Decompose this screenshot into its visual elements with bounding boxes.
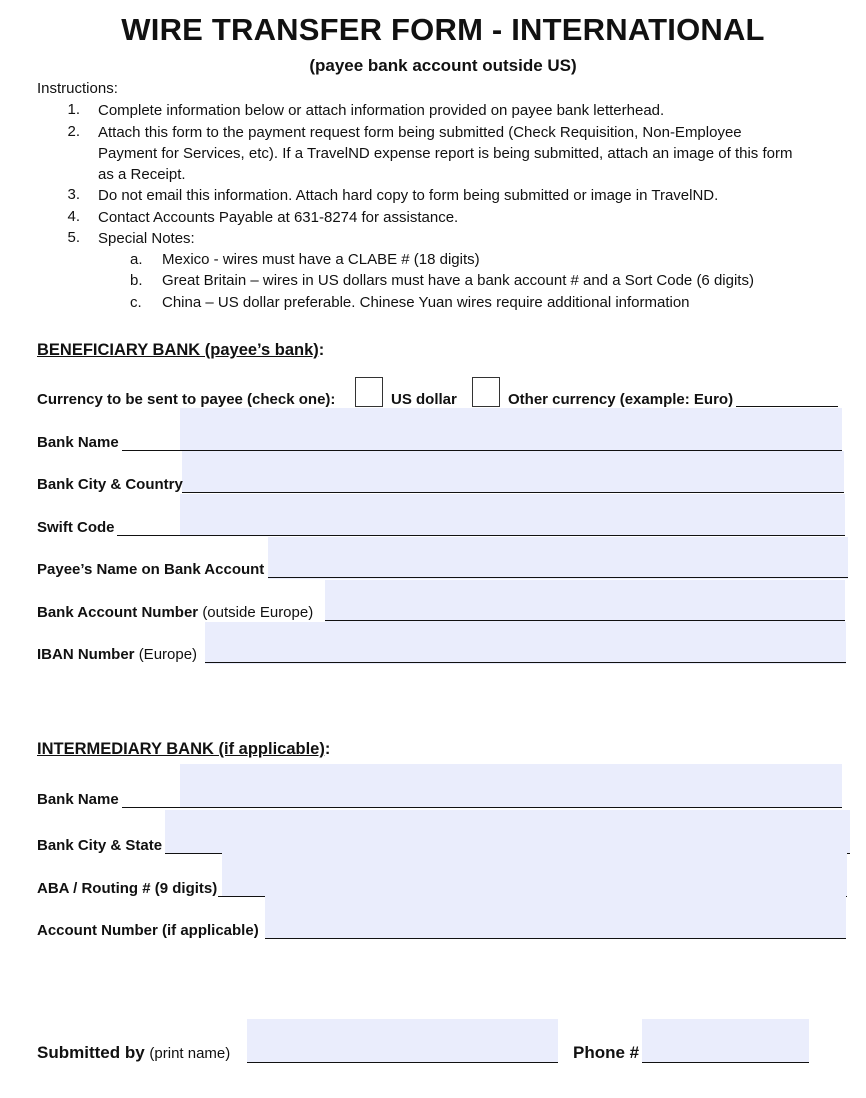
instruction-number: 4. (67, 208, 80, 225)
note-letter: c. (130, 294, 142, 311)
instruction-text: Payment for Services, etc). If a TravelND expense report is being submitted, attach an image of this form (98, 145, 793, 162)
instruction-text: as a Receipt. (98, 166, 186, 183)
other-currency-label: Other currency (example: Euro) (508, 391, 734, 408)
instruction-text: Special Notes: (98, 230, 195, 247)
form-title: WIRE TRANSFER FORM - INTERNATIONAL (121, 12, 765, 47)
bank-city-country-label: Bank City & Country (37, 476, 183, 493)
intermediary-bank-name-line (122, 807, 842, 808)
iban-line (205, 662, 846, 663)
phone-input[interactable] (642, 1019, 809, 1062)
instruction-number: 1. (67, 101, 80, 118)
note-text: Mexico - wires must have a CLABE # (18 digits) (162, 251, 480, 268)
payee-name-label: Payee’s Name on Bank Account (37, 561, 265, 578)
account-number-line (325, 620, 845, 621)
note-letter: b. (130, 272, 143, 289)
bank-city-country-input[interactable] (182, 451, 844, 493)
instruction-number: 5. (67, 229, 80, 246)
other-currency-checkbox[interactable] (472, 377, 500, 407)
note-text: China – US dollar preferable. Chinese Yuan wires require additional information (162, 294, 690, 311)
instruction-text: Do not email this information. Attach hard copy to form being submitted or image in TravelND. (98, 187, 719, 204)
form-subtitle: (payee bank account outside US) (309, 56, 577, 75)
note-letter: a. (130, 251, 143, 268)
intermediary-account-label: Account Number (if applicable) (37, 922, 259, 939)
instruction-number: 3. (67, 186, 80, 203)
intermediary-bank-name-input[interactable] (180, 764, 842, 807)
submitted-by-label: Submitted by (print name) (37, 1043, 231, 1062)
us-dollar-label: US dollar (391, 391, 457, 408)
instructions-heading: Instructions: (37, 80, 118, 97)
swift-code-input[interactable] (180, 494, 845, 536)
swift-code-line (117, 535, 845, 536)
bank-city-country-line (182, 492, 844, 493)
intermediary-bank-city-input[interactable] (165, 810, 850, 853)
swift-code-label: Swift Code (37, 519, 115, 536)
instruction-number: 2. (67, 123, 80, 140)
currency-label: Currency to be sent to payee (check one): (37, 391, 336, 408)
instruction-text: Complete information below or attach information provided on payee bank letterhead. (98, 102, 665, 119)
intermediary-heading: INTERMEDIARY BANK (if applicable): (37, 740, 331, 758)
payee-name-input[interactable] (268, 537, 848, 579)
bank-name-input[interactable] (180, 408, 842, 450)
submitted-by-line (247, 1062, 558, 1063)
intermediary-bank-name-label: Bank Name (37, 791, 119, 808)
account-number-input[interactable] (325, 580, 845, 622)
iban-label: IBAN Number (Europe) (37, 646, 198, 663)
aba-routing-input[interactable] (222, 853, 847, 896)
bank-name-label: Bank Name (37, 434, 119, 451)
us-dollar-checkbox[interactable] (355, 377, 383, 407)
instruction-text: Attach this form to the payment request form being submitted (Check Requisition, Non-Employee (98, 124, 742, 141)
submitted-by-input[interactable] (247, 1019, 558, 1062)
iban-input[interactable] (205, 622, 846, 664)
intermediary-bank-city-label: Bank City & State (37, 837, 163, 854)
intermediary-account-input[interactable] (265, 896, 846, 939)
note-text: Great Britain – wires in US dollars must have a bank account # and a Sort Code (6 digits) (162, 272, 754, 289)
phone-line (642, 1062, 809, 1063)
aba-routing-label: ABA / Routing # (9 digits) (37, 880, 218, 897)
intermediary-account-line (265, 938, 846, 939)
payee-name-line (268, 577, 848, 578)
instruction-text: Contact Accounts Payable at 631-8274 for assistance. (98, 209, 459, 226)
phone-label: Phone # (573, 1043, 640, 1062)
other-currency-line[interactable] (736, 406, 838, 407)
beneficiary-heading: BENEFICIARY BANK (payee’s bank): (37, 341, 325, 359)
account-number-label: Bank Account Number (outside Europe) (37, 604, 314, 621)
